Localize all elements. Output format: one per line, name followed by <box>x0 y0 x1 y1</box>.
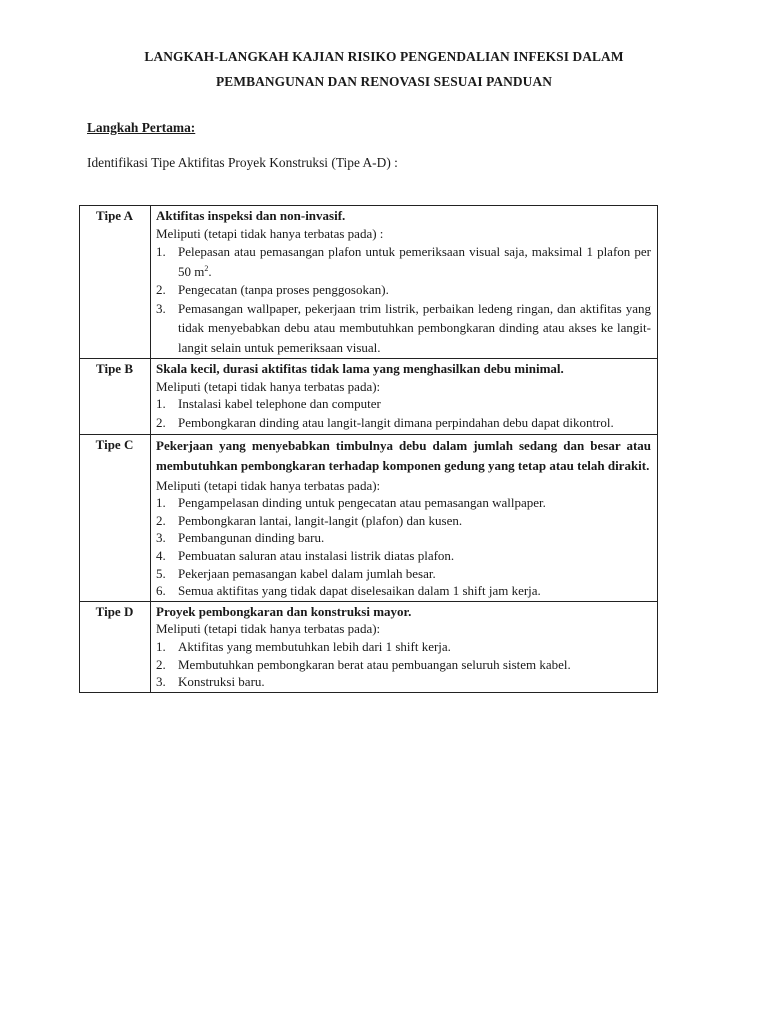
step-heading: Langkah Pertama: <box>87 120 196 135</box>
list-item <box>156 413 651 433</box>
list-item <box>156 395 651 413</box>
table-row <box>80 206 658 359</box>
list-item <box>156 565 651 583</box>
type-item-list <box>156 494 651 600</box>
list-item <box>156 242 651 281</box>
activity-type-table <box>79 205 658 693</box>
list-item-text: Pembangunan dinding baru. <box>178 530 325 546</box>
list-item <box>156 547 651 565</box>
type-label: Tipe C <box>80 434 151 601</box>
list-item <box>156 638 651 656</box>
list-item <box>156 494 651 512</box>
list-item <box>156 656 651 674</box>
document-title-line-1: LANGKAH-LANGKAH KAJIAN RISIKO PENGENDALIAN INFEKSI DALAM <box>144 49 624 64</box>
superscript: 2 <box>204 263 209 273</box>
list-item-number: 3. <box>156 674 166 690</box>
type-note: Meliputi (tetapi tidak hanya terbatas pada): <box>156 378 381 394</box>
list-item-text: Pelepasan atau pemasangan plafon untuk pemeriksaan visual saja, maksimal 1 plafon per 50 m <box>178 244 651 279</box>
type-description <box>151 206 658 359</box>
type-note: Meliputi (tetapi tidak hanya terbatas pada) : <box>156 225 384 241</box>
list-item <box>156 529 651 547</box>
type-heading: Aktifitas inspeksi dan non-invasif. <box>156 208 346 223</box>
list-item-number: 3. <box>156 530 166 546</box>
type-description <box>151 359 658 434</box>
list-item-number: 6. <box>156 583 166 599</box>
type-item-list <box>156 638 651 691</box>
list-item-text: Membutuhkan pembongkaran berat atau pembuangan seluruh sistem kabel. <box>178 656 571 672</box>
list-item <box>156 582 651 600</box>
type-label: Tipe A <box>80 206 151 359</box>
type-heading: Proyek pembongkaran dan konstruksi mayor. <box>156 603 412 619</box>
type-heading: Pekerjaan yang menyebabkan timbulnya debu dalam jumlah sedang dan besar atau membutuhkan pembongkaran terhadap komponen gedung yang tetap atau telah dirakit. <box>156 437 651 474</box>
list-item-text: Pembuatan saluran atau instalasi listrik diatas plafon. <box>178 547 455 563</box>
list-item-text: Pembongkaran lantai, langit-langit (plafon) dan kusen. <box>178 512 463 528</box>
list-item-number: 2. <box>156 415 166 431</box>
list-item-text: Pengecatan (tanpa proses penggosokan). <box>178 282 389 298</box>
table-row <box>80 601 658 692</box>
intro-text: Identifikasi Tipe Aktifitas Proyek Konstruksi (Tipe A-D) : <box>87 155 398 170</box>
list-item-number: 5. <box>156 565 166 581</box>
table-row <box>80 359 658 434</box>
list-item <box>156 673 651 691</box>
type-note: Meliputi (tetapi tidak hanya terbatas pada): <box>156 621 381 637</box>
type-label: Tipe B <box>80 359 151 434</box>
type-label: Tipe D <box>80 601 151 692</box>
list-item-text: Pembongkaran dinding atau langit-langit dimana perpindahan debu dapat dikontrol. <box>178 415 614 431</box>
list-item-text: Pemasangan wallpaper, pekerjaan trim listrik, perbaikan ledeng ringan, dan aktifitas yang tidak menyebabkan debu atau membutuhkan pembongkaran dinding atau akses ke langit-langit selain untuk pemeriksaan visual. <box>178 300 651 355</box>
list-item-text: Aktifitas yang membutuhkan lebih dari 1 shift kerja. <box>178 638 451 654</box>
table-row <box>80 434 658 601</box>
list-item-text: Konstruksi baru. <box>178 674 265 690</box>
type-item-list <box>156 395 651 432</box>
list-item-number: 2. <box>156 656 166 672</box>
list-item <box>156 512 651 530</box>
list-item-number: 3. <box>156 300 166 316</box>
type-item-list <box>156 242 651 357</box>
list-item-number: 1. <box>156 396 166 412</box>
list-item-number: 1. <box>156 638 166 654</box>
document-title-line-2: PEMBANGUNAN DAN RENOVASI SESUAI PANDUAN <box>216 74 552 89</box>
list-item-number: 2. <box>156 282 166 298</box>
list-item-number: 1. <box>156 244 166 260</box>
list-item-number: 2. <box>156 512 166 528</box>
list-item-text: Semua aktifitas yang tidak dapat diselesaikan dalam 1 shift jam kerja. <box>178 583 541 599</box>
list-item <box>156 299 651 358</box>
list-item-text: Pengampelasan dinding untuk pengecatan atau pemasangan wallpaper. <box>178 495 546 511</box>
list-item-text: Instalasi kabel telephone dan computer <box>178 396 381 412</box>
list-item-text: Pekerjaan pemasangan kabel dalam jumlah besar. <box>178 565 436 581</box>
type-description <box>151 434 658 601</box>
type-description <box>151 601 658 692</box>
list-item-tail: . <box>208 263 212 279</box>
list-item-number: 4. <box>156 547 166 563</box>
type-heading: Skala kecil, durasi aktifitas tidak lama yang menghasilkan debu minimal. <box>156 361 564 377</box>
list-item-number: 1. <box>156 495 166 511</box>
list-item <box>156 281 651 299</box>
type-note: Meliputi (tetapi tidak hanya terbatas pada): <box>156 477 381 493</box>
